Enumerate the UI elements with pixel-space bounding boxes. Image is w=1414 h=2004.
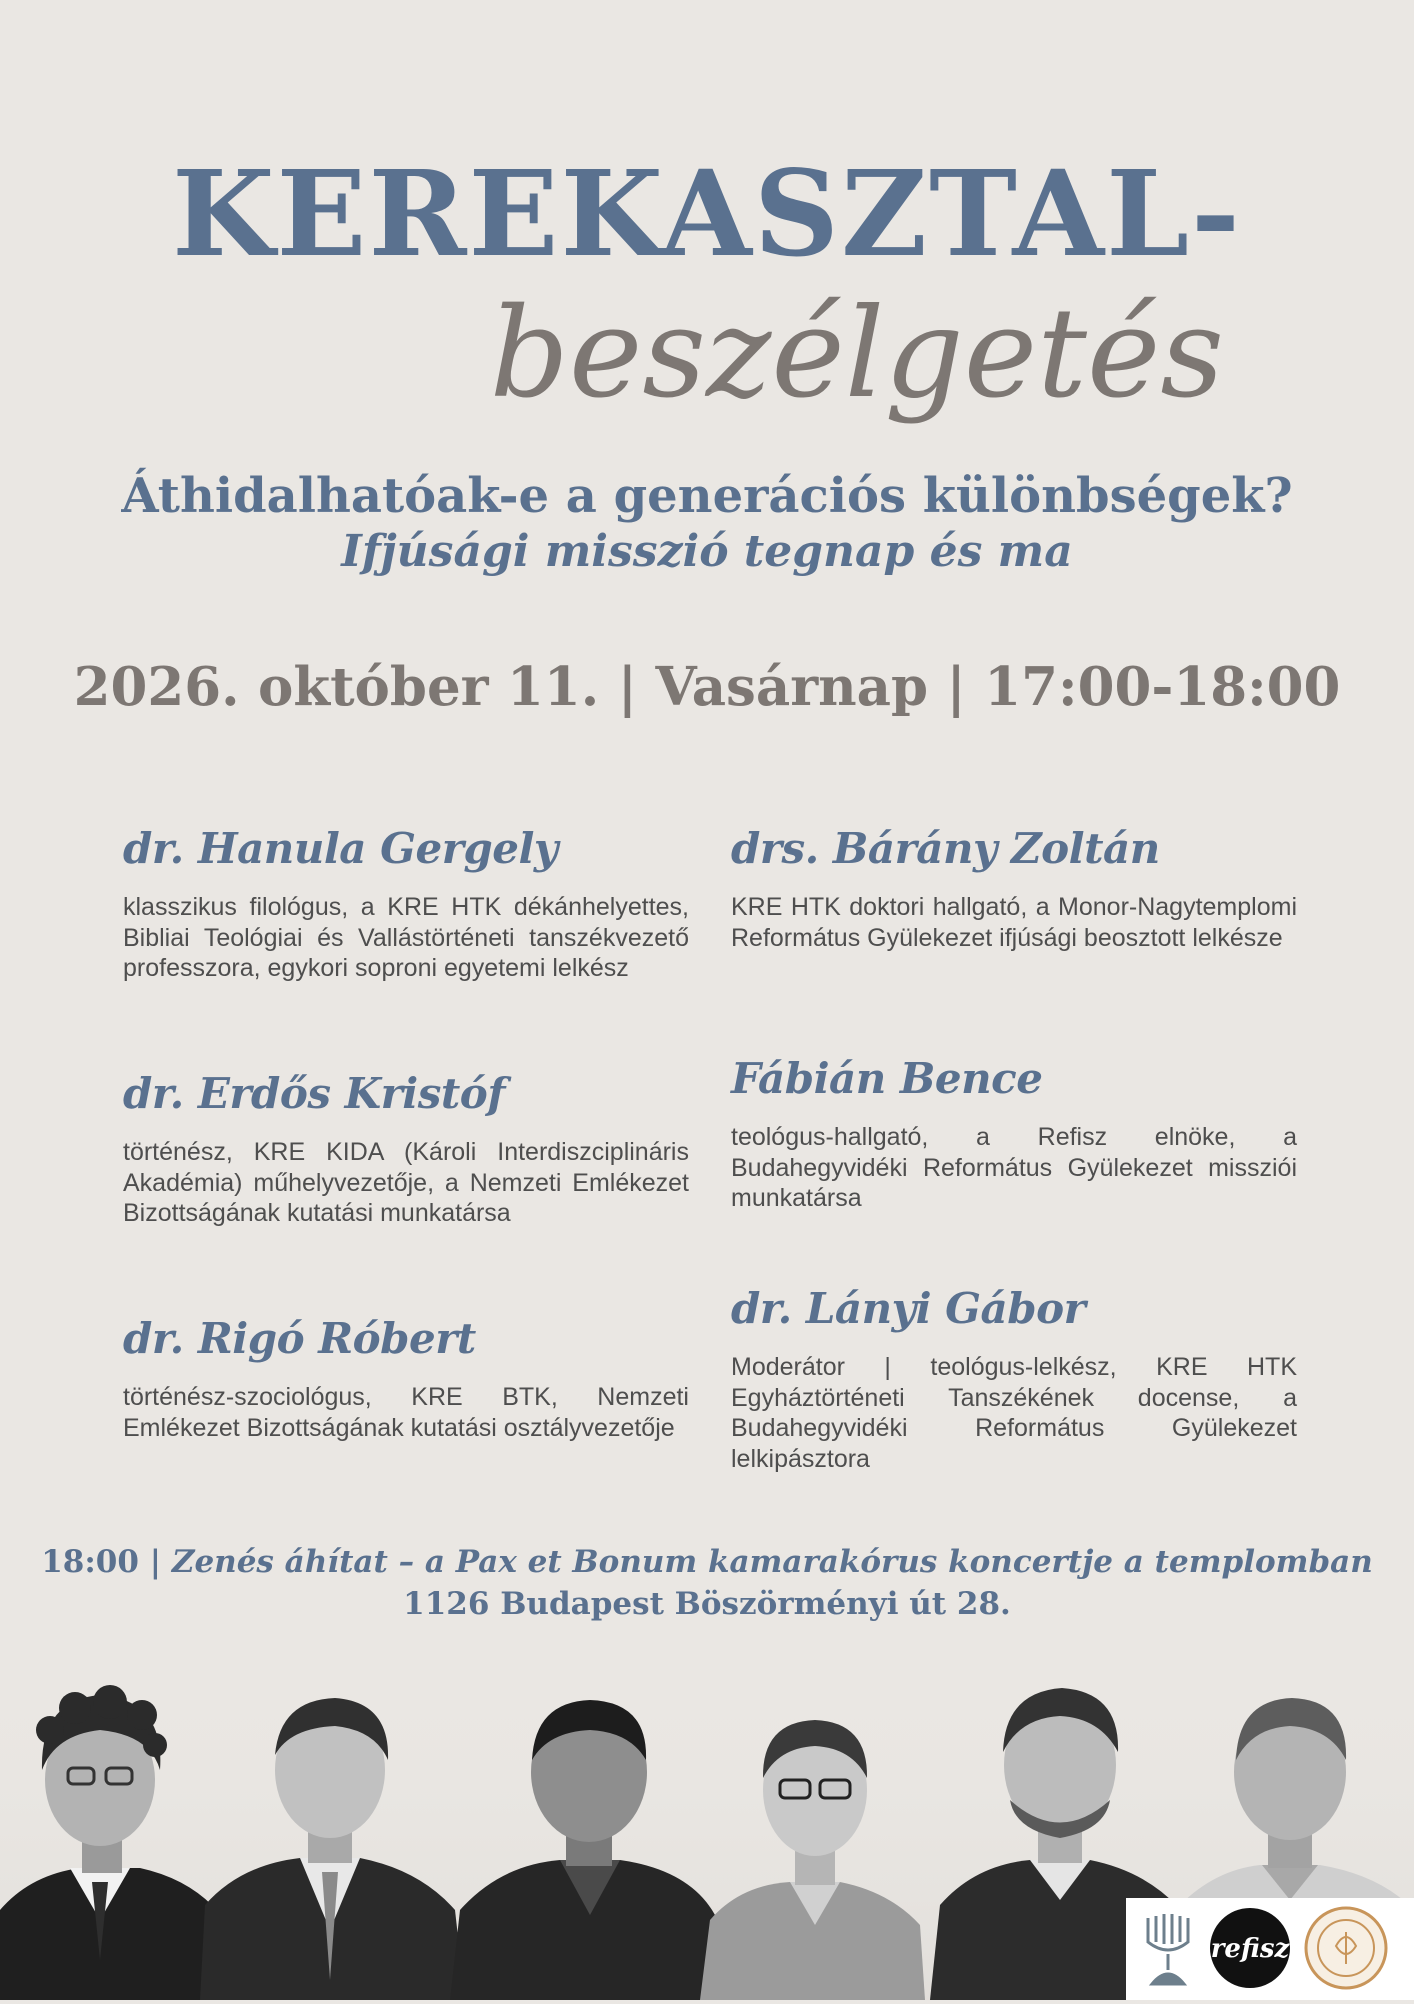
partner-logos (1126, 1898, 1414, 2000)
speaker-name: drs. Bárány Zoltán (731, 824, 1160, 873)
title-sub: beszélgetés (489, 282, 1224, 426)
church-logo-icon (1148, 1914, 1188, 1984)
program-line (0, 1542, 1414, 1582)
event-question: Áthidalhatóak-e a generációs különbségek? (121, 468, 1293, 524)
program-time: 18:00 | (41, 1544, 162, 1580)
speaker-erdos (123, 1071, 689, 1229)
speaker-fabian (731, 1056, 1297, 1214)
speaker-description: történész, KRE KIDA (Károli Interdiszciplináris Akadémia) műhelyvezetője, a Nemzeti Emlékezet Bizottságának kutatási munkatársa (123, 1138, 689, 1228)
speaker-name: dr. Lányi Gábor (731, 1284, 1086, 1333)
title-main: KEREKASZTAL- (171, 144, 1243, 283)
speaker-hanula (123, 826, 689, 984)
speaker-name: Fábián Bence (731, 1054, 1043, 1103)
event-date-time: 2026. október 11. | Vasárnap | 17:00-18:00 (73, 656, 1341, 718)
event-address: 1126 Budapest Böszörményi út 28. (403, 1586, 1011, 1622)
speaker-description: történész-szociológus, KRE BTK, Nemzeti Emlékezet Bizottságának kutatási osztályvezetője (123, 1383, 689, 1442)
speaker-lanyi (731, 1286, 1297, 1474)
seal-logo-icon (1306, 1908, 1386, 1988)
refisz-logo (1210, 1908, 1291, 1988)
speaker-name: dr. Rigó Róbert (123, 1314, 476, 1363)
speaker-description: Moderátor | teológus-lelkész, KRE HTK Egyháztörténeti Tanszékének docense, a Budahegyvidéki Református Gyülekezet lelkipásztora (731, 1353, 1297, 1473)
speaker-name: dr. Hanula Gergely (123, 824, 558, 873)
refisz-logo-text: refisz (1210, 1934, 1290, 1964)
speaker-name: dr. Erdős Kristóf (123, 1069, 505, 1118)
speaker-description: teológus-hallgató, a Refisz elnöke, a Budahegyvidéki Református Gyülekezet missziói munkatársa (731, 1123, 1297, 1213)
speaker-description: KRE HTK doktori hallgató, a Monor-Nagytemplomi Református Gyülekezet ifjúsági beosztott lelkésze (731, 893, 1297, 952)
speaker-barany (731, 826, 1297, 953)
logos-box (1126, 1898, 1414, 2000)
program-text: Zenés áhítat – a Pax et Bonum kamarakórus koncertje a templomban (171, 1544, 1373, 1580)
speaker-description: klasszikus filológus, a KRE HTK dékánhelyettes, Bibliai Teológiai és Vallástörténeti tanszékvezető professzora, egykori soproni egyetemi lelkész (123, 893, 689, 983)
event-question-subtitle: Ifjúsági misszió tegnap és ma (341, 526, 1073, 577)
speaker-rigo (123, 1316, 689, 1443)
